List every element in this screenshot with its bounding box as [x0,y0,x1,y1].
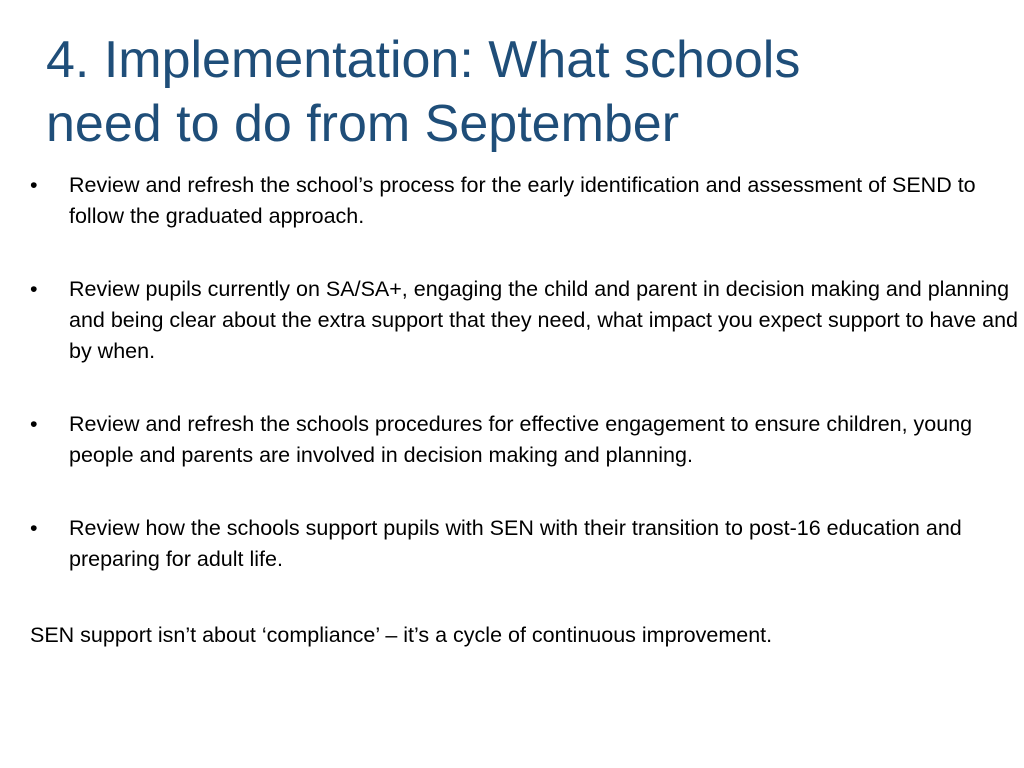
bullet-marker: • [30,173,38,197]
bullet-text-2: Review pupils currently on SA/SA+, engaging the child and parent in decision making and planning and being clear about the extra support that they need, what impact you expect support to have and by when. [69,277,1019,363]
bullet-item-2 [30,274,1020,367]
bullet-list [30,170,1020,617]
bullet-marker: • [30,412,38,436]
bullet-text-1: Review and refresh the school’s process for the early identification and assessment of SEND to follow the graduated approach. [69,173,976,228]
bullet-marker: • [30,516,38,540]
bullet-text-3: Review and refresh the schools procedures for effective engagement to ensure children, young people and parents are involved in decision making and planning. [69,412,973,467]
bullet-item-1 [30,170,1020,232]
closing-statement: SEN support isn’t about ‘compliance’ – it’s a cycle of continuous improvement. [30,623,773,647]
bullet-text-4: Review how the schools support pupils with SEN with their transition to post-16 education and preparing for adult life. [69,516,962,571]
bullet-item-3 [30,409,1020,471]
bullet-marker: • [30,277,38,301]
bullet-item-4 [30,513,1020,575]
slide-title: 4. Implementation: What schools need to do from September [46,31,801,153]
